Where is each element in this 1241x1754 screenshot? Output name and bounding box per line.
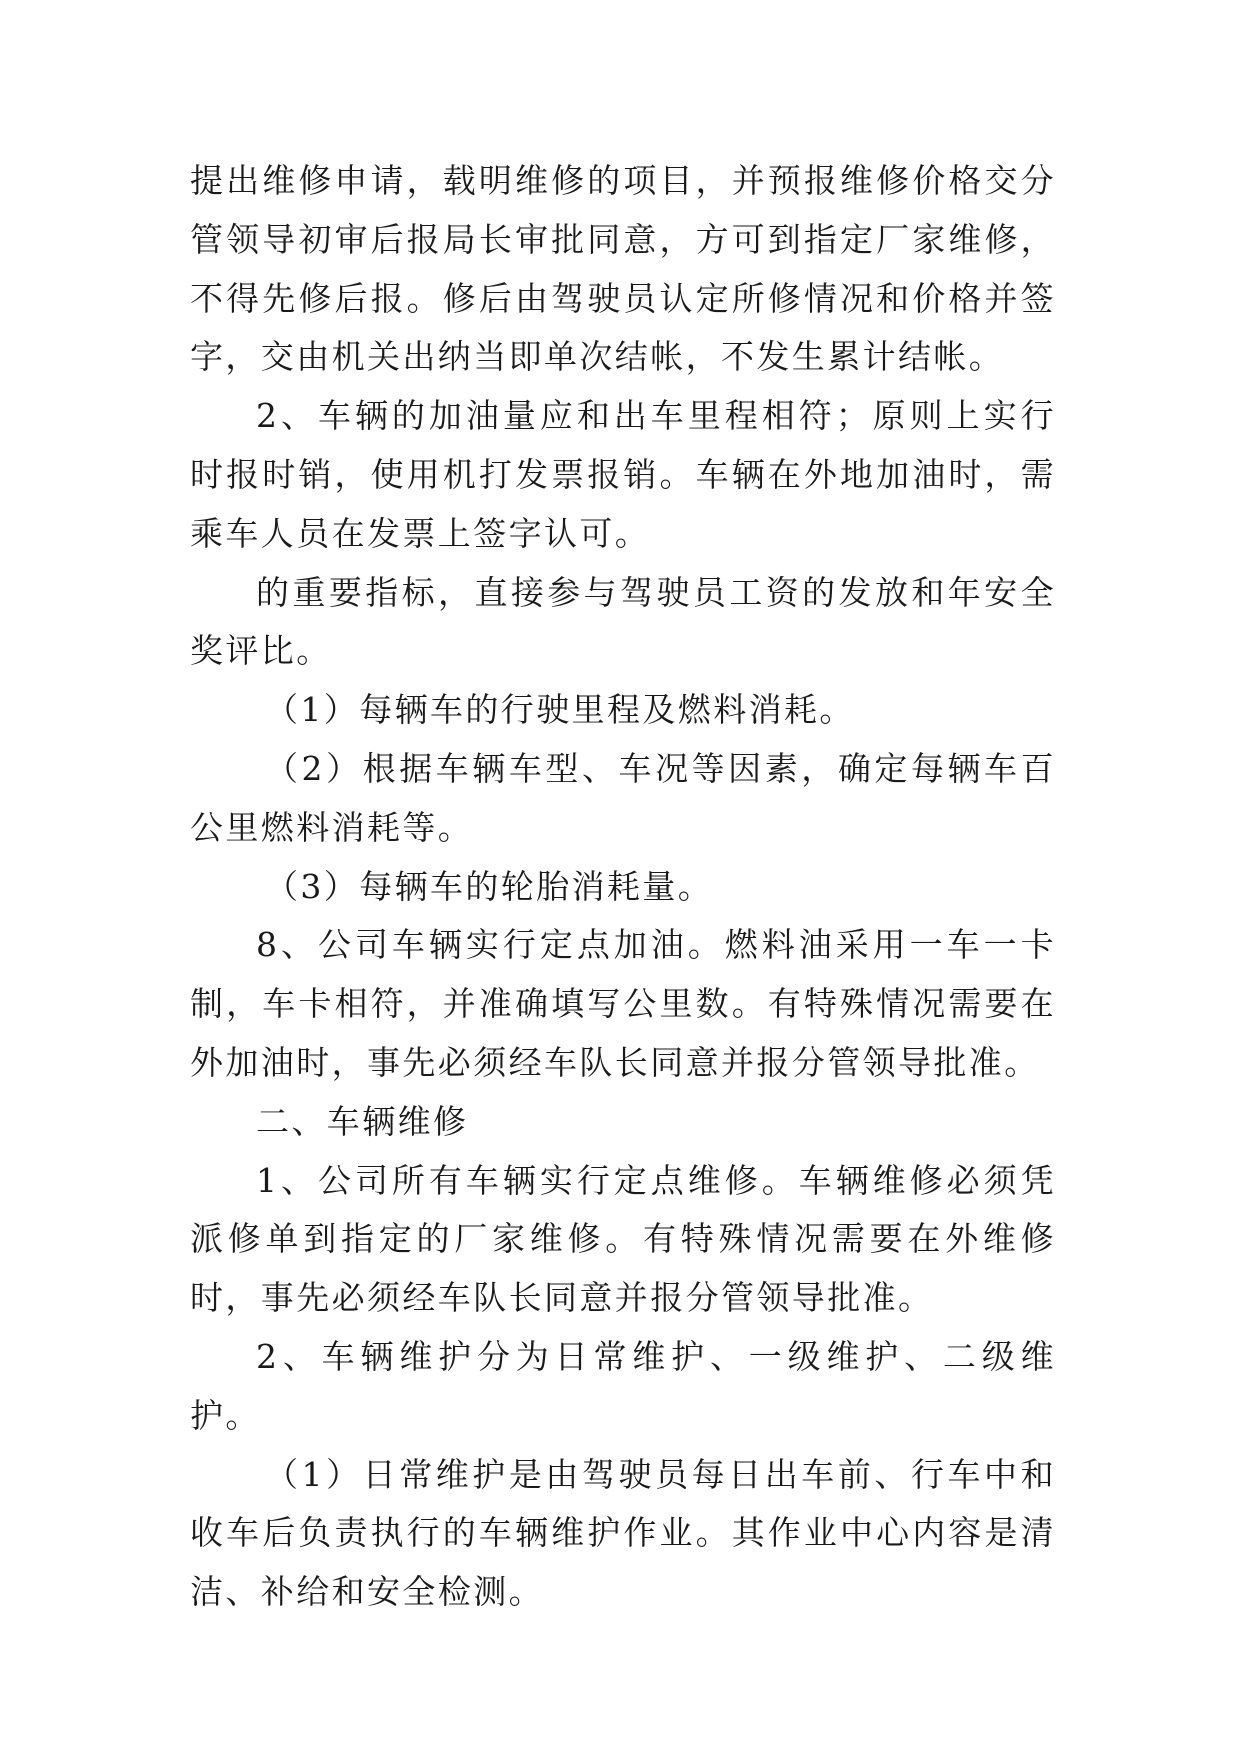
paragraph-fuel-mileage: 2、车辆的加油量应和出车里程相符；原则上实行时报时销，使用机打发票报销。车辆在外地加油时，需乘车人员在发票上签字认可。 (190, 396, 1056, 553)
paragraph-fixed-point-refueling: 8、公司车辆实行定点加油。燃料油采用一车一卡制，车卡相符，并准确填写公里数。有特殊情况需要在外加油时，事先必须经车队长同意并报分管领导批准。 (190, 925, 1056, 1082)
paragraph-repair-application: 提出维修申请，载明维修的项目，并预报维修价格交分管领导初审后报局长审批同意，方可到指定厂家维修，不得先修后报。修后由驾驶员认定所修情况和价格并签字，交由机关出纳当即单次结帐，不发生累计结帐。 (190, 161, 1056, 377)
paragraph-item-2-fuel-consumption: （2）根据车辆车型、车况等因素，确定每辆车百公里燃料消耗等。 (190, 748, 1056, 847)
paragraph-item-1-mileage: （1）每辆车的行驶里程及燃料消耗。 (265, 690, 855, 730)
section-heading-vehicle-repair: 二、车辆维修 (256, 1101, 469, 1141)
paragraph-daily-maintenance: （1）日常维护是由驾驶员每日出车前、行车中和收车后负责执行的车辆维护作业。其作业中心内容是清洁、补给和安全检测。 (190, 1454, 1056, 1612)
paragraph-important-indicator: 的重要指标，直接参与驾驶员工资的发放和年安全奖评比。 (190, 572, 1056, 671)
paragraph-maintenance-levels: 2、车辆维护分为日常维护、一级维护、二级维护。 (190, 1336, 1056, 1435)
paragraph-fixed-point-repair: 1、公司所有车辆实行定点维修。车辆维修必须凭派修单到指定的厂家维修。有特殊情况需要在外维修时，事先必须经车队长同意并报分管领导批准。 (190, 1160, 1056, 1318)
document-body (190, 152, 1056, 1622)
paragraph-item-3-tire-consumption: （3）每辆车的轮胎消耗量。 (265, 866, 714, 906)
